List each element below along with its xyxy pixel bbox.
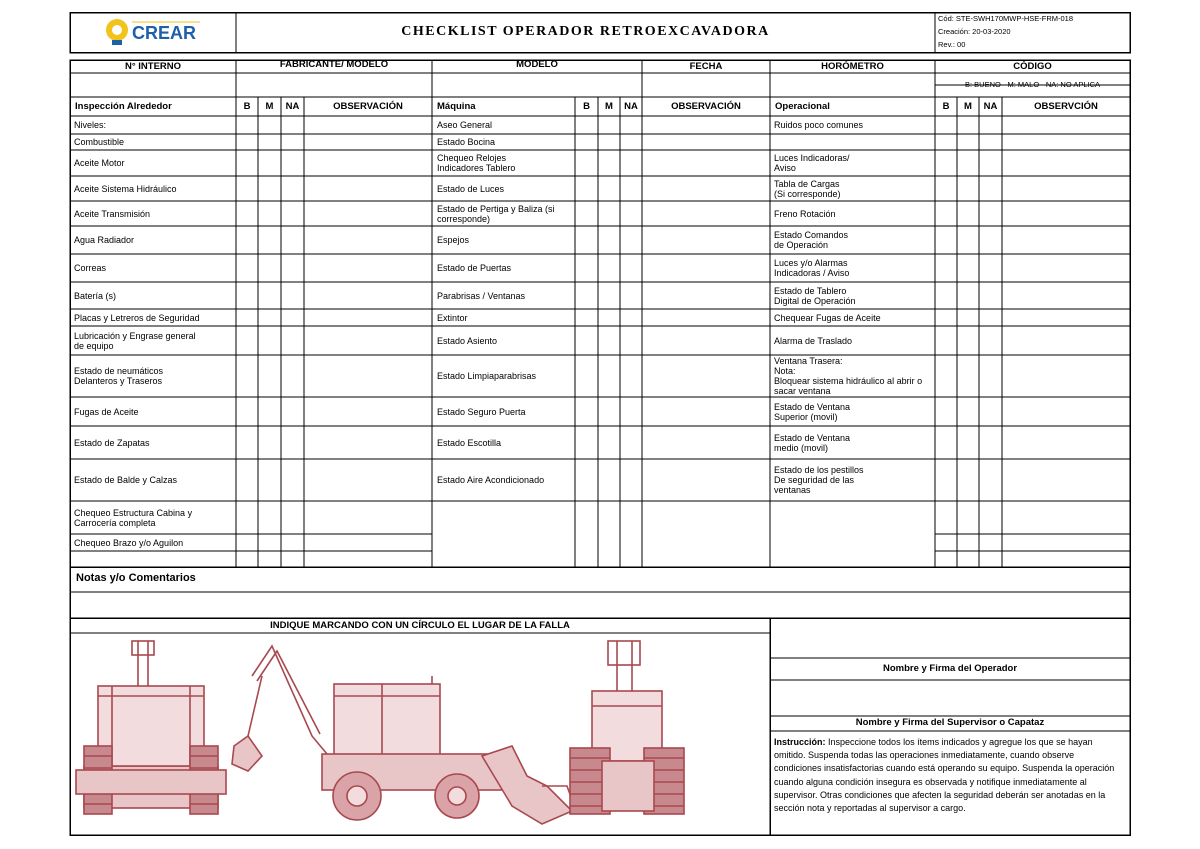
items_alrededor-item: Lubricación y Engrase general de equipo xyxy=(74,331,196,351)
supervisor-signature-field[interactable] xyxy=(771,681,1129,715)
col-m-3: M xyxy=(964,101,972,112)
items_maquina-item: Estado Asiento xyxy=(437,336,498,346)
notes-title: Notas y/o Comentarios xyxy=(76,572,196,584)
side-view xyxy=(232,646,577,824)
col-obs-3: OBSERVCIÓN xyxy=(1034,101,1098,112)
rear-view xyxy=(570,641,684,814)
items_operacional-item: Estado de Ventana medio (movil) xyxy=(774,433,851,453)
operator-signature-label: Nombre y Firma del Operador xyxy=(882,663,1018,674)
items_maquina-item: Estado de Puertas xyxy=(437,263,512,273)
items_maquina-item: Aseo General xyxy=(437,120,493,130)
items_operacional-item: Tabla de Cargas (Si corresponde) xyxy=(774,179,841,199)
items_maquina-item: Estado Seguro Puerta xyxy=(437,407,526,417)
section-maquina-header: Máquina xyxy=(437,101,476,112)
items_operacional-item: Ventana Trasera: Nota: Bloquear sistema hidráulico al abrir o sacar ventana xyxy=(774,356,923,396)
items_operacional-item: Estado de Tablero Digital de Operación xyxy=(774,286,856,306)
supervisor-signature-label: Nombre y Firma del Supervisor o Capataz xyxy=(855,717,1045,728)
items_alrededor-item: Chequeo Estructura Cabina y Carrocería completa xyxy=(74,508,193,528)
items_operacional-item: Freno Rotación xyxy=(774,209,836,219)
section-alrededor-header: Inspección Alrededor xyxy=(75,101,172,112)
items_maquina-item: Estado Aire Acondicionado xyxy=(437,475,545,485)
diagram-title: INDIQUE MARCANDO CON UN CÍRCULO EL LUGAR DE LA FALLA xyxy=(270,620,570,631)
items_maquina-item: Estado de Luces xyxy=(437,184,505,194)
items_operacional-item: Alarma de Traslado xyxy=(774,336,853,346)
items_operacional-item: Estado de Ventana Superior (movil) xyxy=(774,402,851,422)
company-logo xyxy=(95,14,207,50)
items_alrededor-item: Agua Radiador xyxy=(74,235,135,245)
items_maquina-item: Espejos xyxy=(437,235,470,245)
form-title: CHECKLIST OPERADOR RETROEXCAVADORA xyxy=(401,24,770,39)
items_operacional-item: Ruidos poco comunes xyxy=(774,120,864,130)
items_alrededor-item: Estado de neumáticos Delanteros y Traseros xyxy=(74,366,164,386)
col-obs-2: OBSERVACIÓN xyxy=(671,101,741,112)
items_maquina-item: Estado de Pertiga y Baliza (si corresponde) xyxy=(437,204,555,224)
notes-field[interactable] xyxy=(71,593,1129,617)
items_maquina-item: Estado Bocina xyxy=(437,137,496,147)
col-m-2: M xyxy=(605,101,613,112)
codigo-header: CÓDIGO xyxy=(1013,61,1052,72)
items_maquina-item: Extintor xyxy=(437,313,468,323)
items_alrededor-item: Batería (s) xyxy=(74,291,117,301)
form-creation-date: Creación: 20-03-2020 xyxy=(938,27,1011,36)
horometro-header: HORÓMETRO xyxy=(821,61,884,72)
fecha-header: FECHA xyxy=(689,61,723,72)
items_operacional-item: Estado Comandos de Operación xyxy=(774,230,849,250)
items_operacional-item: Luces y/o Alarmas Indicadoras / Aviso xyxy=(774,258,850,278)
operator-signature-field[interactable] xyxy=(771,619,1129,657)
items_maquina-item: Parabrisas / Ventanas xyxy=(437,291,526,301)
items_alrededor-item: Fugas de Aceite xyxy=(74,407,139,417)
instructions-text: Inspeccione todos los ítems indicados y agregue los que se hayan omitido. Suspenda todas las operaciones inmediatamente, cuando observe condiciones insatisfactorias cuando está operando su equipo. Suspenda la operación cuando alguna condición insegura es observada y notifique inmediatamente al supervisor. Otras condiciones que afecten la seguridad deberán ser anotadas en la sección nota y reportadas al supervisor a cargo. xyxy=(774,737,1115,814)
items_alrededor-item: Aceite Transmisión xyxy=(74,209,151,219)
col-b-1: B xyxy=(243,101,251,112)
items_maquina-item: Estado Escotilla xyxy=(437,438,502,448)
fabricante-header: FABRICANTE/ MODELO xyxy=(279,59,389,70)
items_maquina-item: Chequeo Relojes Indicadores Tablero xyxy=(437,153,516,173)
items_operacional-item: Luces Indicadoras/ Aviso xyxy=(774,153,850,173)
items_alrededor-item: Placas y Letreros de Seguridad xyxy=(74,313,200,323)
front-view xyxy=(76,641,226,814)
code-legend: B: BUENO - M: MALO - NA: NO APLICA xyxy=(964,80,1101,89)
items_alrededor-item: Niveles: xyxy=(74,120,107,130)
section-operacional-header: Operacional xyxy=(775,101,830,112)
form-revision: Rev.: 00 xyxy=(938,40,966,49)
items_alrededor-item: Estado de Balde y Calzas xyxy=(74,475,178,485)
col-b-3: B xyxy=(942,101,950,112)
instructions-label: Instrucción: xyxy=(774,737,826,747)
items_maquina-item: Estado Limpiaparabrisas xyxy=(437,371,537,381)
interno-header: N° INTERNO xyxy=(124,61,182,72)
modelo-header: MODELO xyxy=(516,59,558,70)
items_alrededor-item: Estado de Zapatas xyxy=(74,438,150,448)
col-na-3: NA xyxy=(983,101,998,112)
instructions-block xyxy=(774,736,1124,815)
items_alrededor-item: Combustible xyxy=(74,137,125,147)
items_operacional-item: Chequear Fugas de Aceite xyxy=(774,313,881,323)
items_alrededor-item: Aceite Motor xyxy=(74,158,125,168)
items_operacional-item: Estado de los pestillos De seguridad de las ventanas xyxy=(774,465,864,495)
items_alrededor-item: Correas xyxy=(74,263,107,273)
col-b-2: B xyxy=(583,101,590,112)
items_alrededor-item: Chequeo Brazo y/o Aguilon xyxy=(74,538,184,548)
form-code: Cód: STE-SWH170MWP-HSE-FRM-018 xyxy=(938,14,1074,23)
col-obs-1: OBSERVACIÓN xyxy=(333,101,403,112)
logo-text: CREAR xyxy=(132,23,197,43)
items_alrededor-item: Aceite Sistema Hidráulico xyxy=(74,184,177,194)
col-m-1: M xyxy=(265,101,274,112)
col-na-2: NA xyxy=(624,101,638,112)
col-na-1: NA xyxy=(285,101,300,112)
backhoe-diagram[interactable] xyxy=(72,636,768,832)
